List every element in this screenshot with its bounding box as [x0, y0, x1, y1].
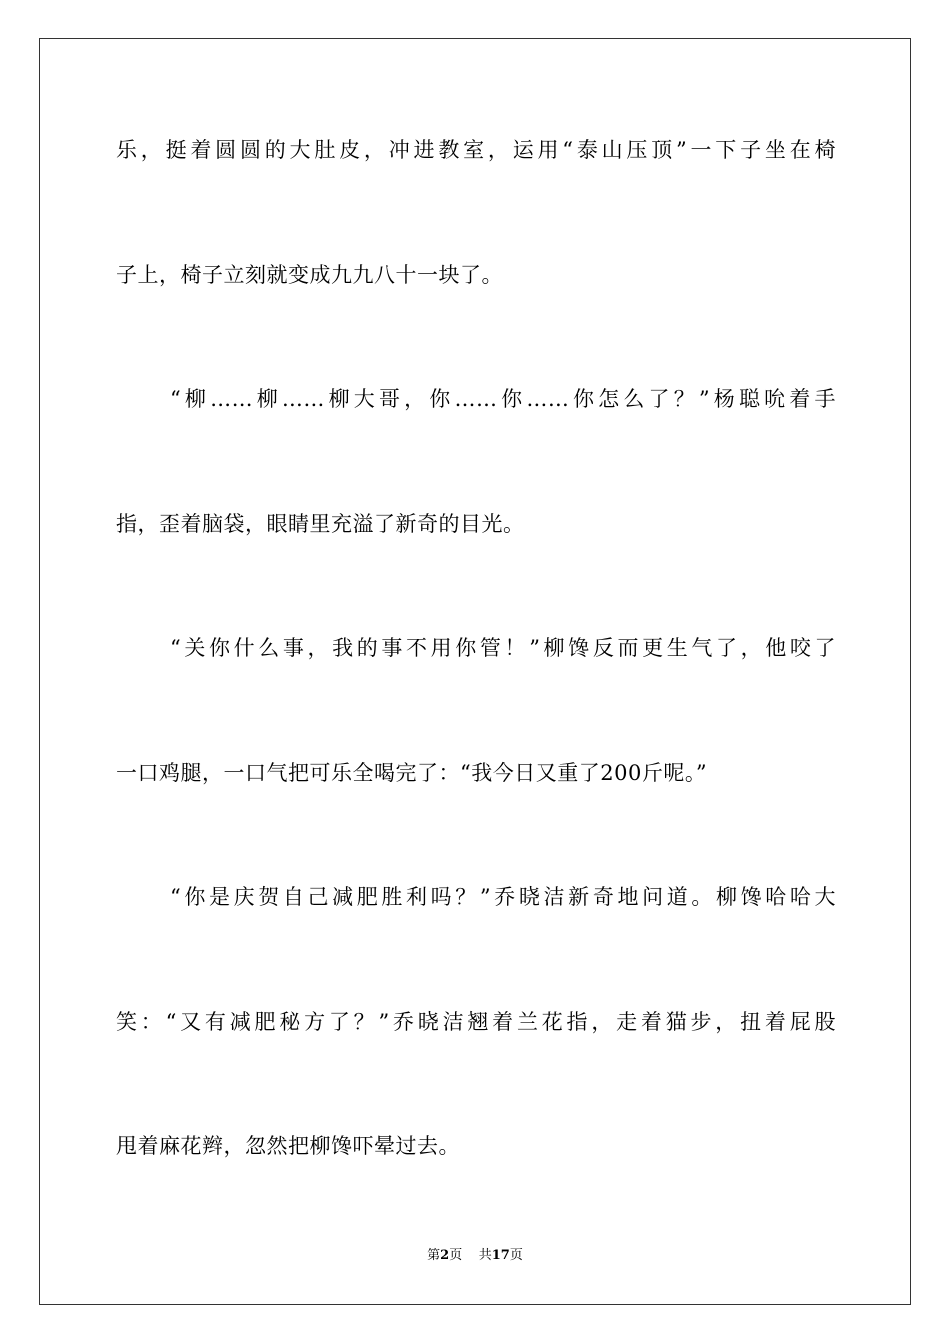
- text-line-5: “关你什么事，我的事不用你管！”柳馋反而更生气了，他咬了: [170, 636, 836, 660]
- footer-total-pages: 17: [491, 1248, 510, 1263]
- text-line-2: 子上，椅子立刻就变成九九八十一块了。: [116, 263, 503, 287]
- footer-current-page: 2: [440, 1248, 450, 1263]
- text-line-7: “你是庆贺自己减肥胜利吗？”乔晓洁新奇地问道。柳馋哈哈大: [170, 885, 836, 909]
- page-border: [39, 38, 911, 1305]
- page-footer: [0, 1247, 950, 1265]
- text-line-1: 乐，挺着圆圆的大肚皮，冲进教室，运用“泰山压顶”一下子坐在椅: [116, 138, 836, 162]
- text-line-8: 笑：“又有减肥秘方了？”乔晓洁翘着兰花指，走着猫步，扭着屁股: [116, 1010, 836, 1034]
- text-line-4: 指，歪着脑袋，眼睛里充溢了新奇的目光。: [116, 512, 525, 536]
- text-line-9: 甩着麻花辫，忽然把柳馋吓晕过去。: [116, 1134, 460, 1158]
- text-line-3: “柳……柳……柳大哥，你……你……你怎么了？”杨聪吮着手: [170, 387, 836, 411]
- text-line-6: 一口鸡腿，一口气把可乐全喝完了：“我今日又重了200斤呢。”: [116, 761, 708, 785]
- footer-prefix: 第: [427, 1248, 441, 1263]
- footer-middle: 页 共: [449, 1248, 492, 1263]
- footer-suffix: 页: [509, 1248, 523, 1263]
